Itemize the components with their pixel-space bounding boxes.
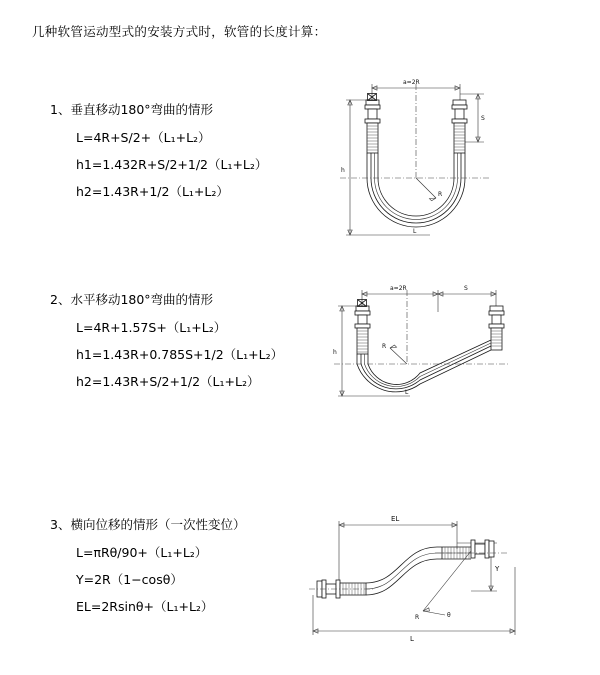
figure-2-top-dim-right-label: S [464, 285, 468, 292]
section-2-text [50, 290, 300, 399]
figure-2-radius-label: R [382, 343, 387, 350]
figure-1-height-label: h [341, 167, 345, 174]
figure-1-bottom-label: L [413, 228, 417, 235]
figure-1-radius-label: R [438, 191, 443, 198]
figure-2-left-dim-label: h [333, 349, 337, 356]
figure-3-top-dim-label: EL [391, 515, 400, 523]
section-3-formula-2: Y=2R（1−cosθ） [76, 572, 183, 587]
figure-3-radius-label: R [415, 614, 420, 621]
figure-2-bottom-label: L [405, 389, 409, 396]
section-2-formula-2: h1=1.43R+0.785S+1/2（L₁+L₂） [76, 347, 284, 362]
figure-1-top-dim-label: a=2R [403, 79, 420, 86]
page-title: 几种软管运动型式的安装方式时，软管的长度计算： [32, 24, 327, 39]
figure-2-svg [310, 272, 550, 442]
figure-vertical-180-bend [310, 70, 550, 260]
section-3-formula-1: L=πRθ/90+（L₁+L₂） [76, 545, 208, 560]
figure-horizontal-180-bend [310, 272, 550, 442]
figure-3-angle-label: θ [447, 612, 451, 619]
section-2-title: 2、水平移动180°弯曲的情形 [50, 292, 214, 307]
figure-3-bottom-dim-label: L [410, 635, 414, 643]
figure-1-svg [310, 70, 550, 260]
section-1-formula-1: L=4R+S/2+（L₁+L₂） [76, 130, 211, 145]
section-3-formula-3: EL=2Rsinθ+（L₁+L₂） [76, 599, 214, 614]
section-1-text [50, 100, 300, 209]
figure-3-svg [295, 507, 555, 657]
section-1-formula-3: h2=1.43R+1/2（L₁+L₂） [76, 184, 229, 199]
section-1-title: 1、垂直移动180°弯曲的情形 [50, 102, 214, 117]
section-1-formula-2: h1=1.432R+S/2+1/2（L₁+L₂） [76, 157, 268, 172]
section-3-title: 3、横向位移的情形（一次性变位） [50, 517, 246, 532]
section-2-formula-3: h2=1.43R+S/2+1/2（L₁+L₂） [76, 374, 260, 389]
figure-3-right-dim-label: Y [495, 565, 500, 573]
figure-2-top-dim-left-label: a=2R [390, 285, 407, 292]
section-2-formula-1: L=4R+1.57S+（L₁+L₂） [76, 320, 227, 335]
figure-lateral-offset [295, 507, 555, 657]
figure-1-right-dim-label: S [481, 115, 485, 122]
section-3-text [50, 515, 300, 624]
